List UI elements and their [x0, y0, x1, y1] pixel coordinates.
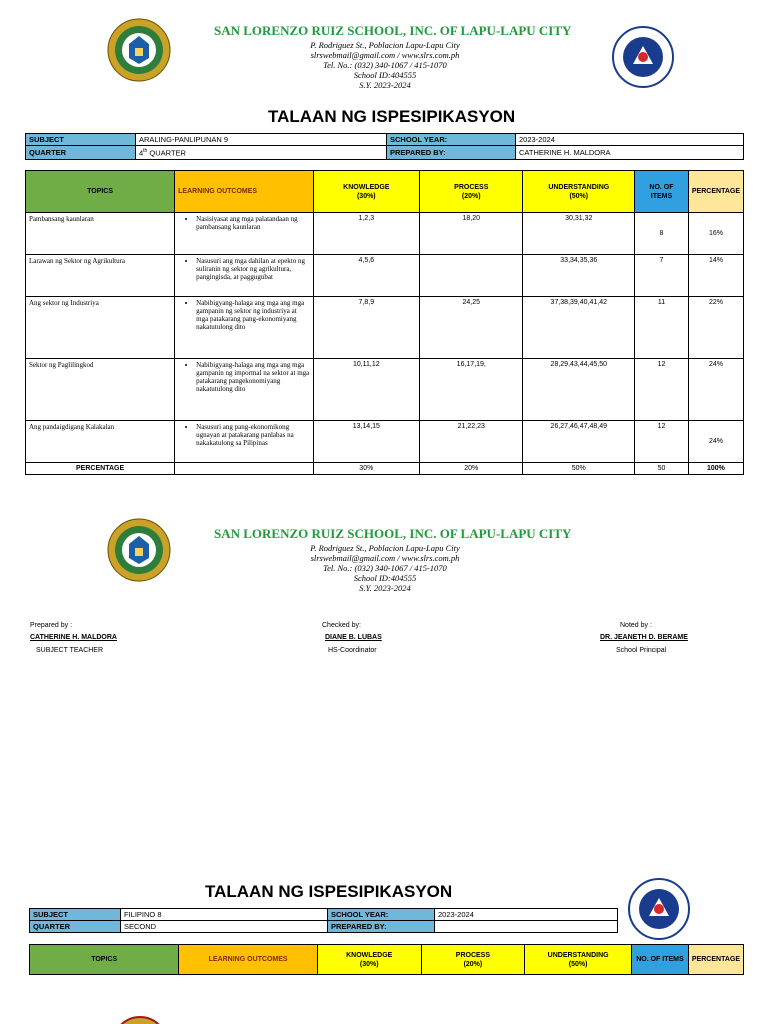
totals-items: 50	[635, 463, 689, 475]
checked-by-role: HS-Coordinator	[328, 647, 377, 654]
school-id: School ID:404555	[353, 70, 417, 80]
row-outcome: • Nasusuri ang pang-ekonomikong ugnayan at patakarang panlabas na nakakatulong sa Pilipinas	[175, 421, 313, 463]
school-logo	[107, 518, 171, 582]
school-year: S.Y. 2023-2024	[359, 583, 411, 593]
deped-logo	[628, 878, 690, 940]
row-topic: Ang pandaigdigang Kalakalan	[26, 421, 175, 463]
school-logo	[107, 18, 171, 82]
checked-by-label: Checked by:	[322, 622, 361, 629]
row-outcome: • Nasusuri ang mga dahilan at epekto ng suliranin ng sektor ng agrikultura, pangingisda, at paggugubat	[175, 255, 313, 297]
subject-value: ARALING-PANLIPUNAN 9	[136, 134, 387, 146]
noted-by-label: Noted by :	[620, 622, 652, 629]
school-year: S.Y. 2023-2024	[359, 80, 411, 90]
subject-value: FILIPINO 8	[121, 909, 328, 921]
row-knowledge: 1,2,3	[313, 213, 420, 255]
noted-by-name: DR. JEANETH D. BERAME	[600, 634, 688, 641]
col-learning-outcomes: LEARNING OUTCOMES	[179, 945, 318, 975]
row-process: 16,17,19,	[420, 359, 523, 421]
col-percentage: PERCENTAGE	[688, 171, 743, 213]
totals-label: PERCENTAGE	[26, 463, 175, 475]
row-percentage: 16%	[688, 213, 743, 255]
quarter-label: QUARTER	[26, 146, 136, 160]
page-title: TALAAN NG ISPESIPIKASYON	[268, 107, 516, 126]
row-process: 18,20	[420, 213, 523, 255]
quarter-value: SECOND	[121, 921, 328, 933]
col-knowledge: KNOWLEDGE (30%)	[313, 171, 420, 213]
info-table	[25, 133, 744, 160]
table-row	[26, 359, 744, 421]
specification-table	[29, 944, 744, 975]
page-title: TALAAN NG ISPESIPIKASYON	[205, 882, 453, 901]
row-items: 7	[635, 255, 689, 297]
school-address-block	[270, 543, 500, 593]
col-topics: TOPICS	[26, 171, 175, 213]
school-year-label: SCHOOL YEAR:	[328, 909, 435, 921]
row-process: 24,25	[420, 297, 523, 359]
school-address-block	[270, 40, 500, 90]
row-understanding: 28,29,43,44,45,50	[523, 359, 635, 421]
row-topic: Larawan ng Sektor ng Agrikultura	[26, 255, 175, 297]
row-items: 12	[635, 359, 689, 421]
col-understanding: UNDERSTANDING (50%)	[525, 945, 632, 975]
noted-by-role: School Principal	[616, 647, 667, 654]
school-year-label: SCHOOL YEAR:	[387, 134, 516, 146]
school-tel: Tel. No.: (032) 340-1067 / 415-1070	[323, 60, 447, 70]
row-items: 11	[635, 297, 689, 359]
row-process	[420, 255, 523, 297]
row-knowledge: 10,11,12	[313, 359, 420, 421]
prepared-by-value: CATHERINE H. MALDORA	[516, 146, 744, 160]
school-logo	[112, 1016, 168, 1024]
totals-empty	[175, 463, 313, 475]
totals-percentage: 100%	[688, 463, 743, 475]
col-learning-outcomes: LEARNING OUTCOMES	[175, 171, 313, 213]
table-row	[26, 255, 744, 297]
col-percentage: PERCENTAGE	[688, 945, 743, 975]
col-process: PROCESS (20%)	[421, 945, 525, 975]
row-percentage: 22%	[688, 297, 743, 359]
school-email-web: slrswebmail@gmail.com / www.slrs.com.ph	[310, 50, 460, 60]
row-percentage: 24%	[688, 421, 743, 463]
school-name: SAN LORENZO RUIZ SCHOOL, INC. OF LAPU-LAPU CITY	[214, 526, 572, 541]
prepared-by-label: PREPARED BY:	[328, 921, 435, 933]
subject-label: SUBJECT	[30, 909, 121, 921]
totals-understanding: 50%	[523, 463, 635, 475]
row-knowledge: 7,8,9	[313, 297, 420, 359]
subject-label: SUBJECT	[26, 134, 136, 146]
row-knowledge: 13,14,15	[313, 421, 420, 463]
deped-logo	[612, 26, 674, 88]
col-understanding: UNDERSTANDING (50%)	[523, 171, 635, 213]
table-row	[26, 421, 744, 463]
row-percentage: 14%	[688, 255, 743, 297]
row-understanding: 30,31,32	[523, 213, 635, 255]
school-email-web: slrswebmail@gmail.com / www.slrs.com.ph	[310, 553, 460, 563]
row-items: 12	[635, 421, 689, 463]
quarter-value: 4th QUARTER	[136, 146, 387, 160]
row-outcome: • Nabibigyang-halaga ang mga ang mga gampanin ng impormal na sektor at mga patakarang pangekonomiyang nakatutulong dito	[175, 359, 313, 421]
table-row	[26, 297, 744, 359]
row-knowledge: 4,5,6	[313, 255, 420, 297]
col-no-of-items: NO. OF ITEMS	[635, 171, 689, 213]
info-table	[29, 908, 618, 933]
totals-knowledge: 30%	[313, 463, 420, 475]
school-tel: Tel. No.: (032) 340-1067 / 415-1070	[323, 563, 447, 573]
quarter-label: QUARTER	[30, 921, 121, 933]
row-items: 8	[635, 213, 689, 255]
table-row	[26, 213, 744, 255]
specification-table	[25, 170, 744, 475]
school-address: P. Rodriguez St., Poblacion Lapu-Lapu City	[310, 40, 460, 50]
col-topics: TOPICS	[30, 945, 179, 975]
school-year-value: 2023-2024	[516, 134, 744, 146]
row-outcome: • Nasisiyasat ang mga palatandaan ng pambansang kaunlaran	[175, 213, 313, 255]
prepared-by-label: PREPARED BY:	[387, 146, 516, 160]
school-id: School ID:404555	[353, 573, 417, 583]
col-knowledge: KNOWLEDGE (30%)	[317, 945, 421, 975]
row-understanding: 33,34,35,36	[523, 255, 635, 297]
row-outcome: • Nabibigyang-halaga ang mga ang mga gampanin ng sektor ng industriya at mga patakarang pang-ekonomiyang nakatutulong dito	[175, 297, 313, 359]
prepared-by-value	[435, 921, 618, 933]
row-process: 21,22,23	[420, 421, 523, 463]
row-topic: Pambansang kaunlaran	[26, 213, 175, 255]
school-name: SAN LORENZO RUIZ SCHOOL, INC. OF LAPU-LAPU CITY	[214, 23, 572, 38]
row-percentage: 24%	[688, 359, 743, 421]
totals-process: 20%	[420, 463, 523, 475]
school-address: P. Rodriguez St., Poblacion Lapu-Lapu City	[310, 543, 460, 553]
prepared-by-name: CATHERINE H. MALDORA	[30, 634, 117, 641]
row-topic: Ang sektor ng Industriya	[26, 297, 175, 359]
col-process: PROCESS (20%)	[420, 171, 523, 213]
school-year-value: 2023-2024	[435, 909, 618, 921]
totals-row	[26, 463, 744, 475]
checked-by-name: DIANE B. LUBAS	[325, 634, 382, 641]
prepared-by-role: SUBJECT TEACHER	[36, 647, 104, 654]
col-no-of-items: NO. OF ITEMS	[632, 945, 689, 975]
prepared-by-label: Prepared by :	[30, 622, 73, 629]
row-topic: Sektor ng Paglilingkod	[26, 359, 175, 421]
row-understanding: 26,27,46,47,48,49	[523, 421, 635, 463]
row-understanding: 37,38,39,40,41,42	[523, 297, 635, 359]
